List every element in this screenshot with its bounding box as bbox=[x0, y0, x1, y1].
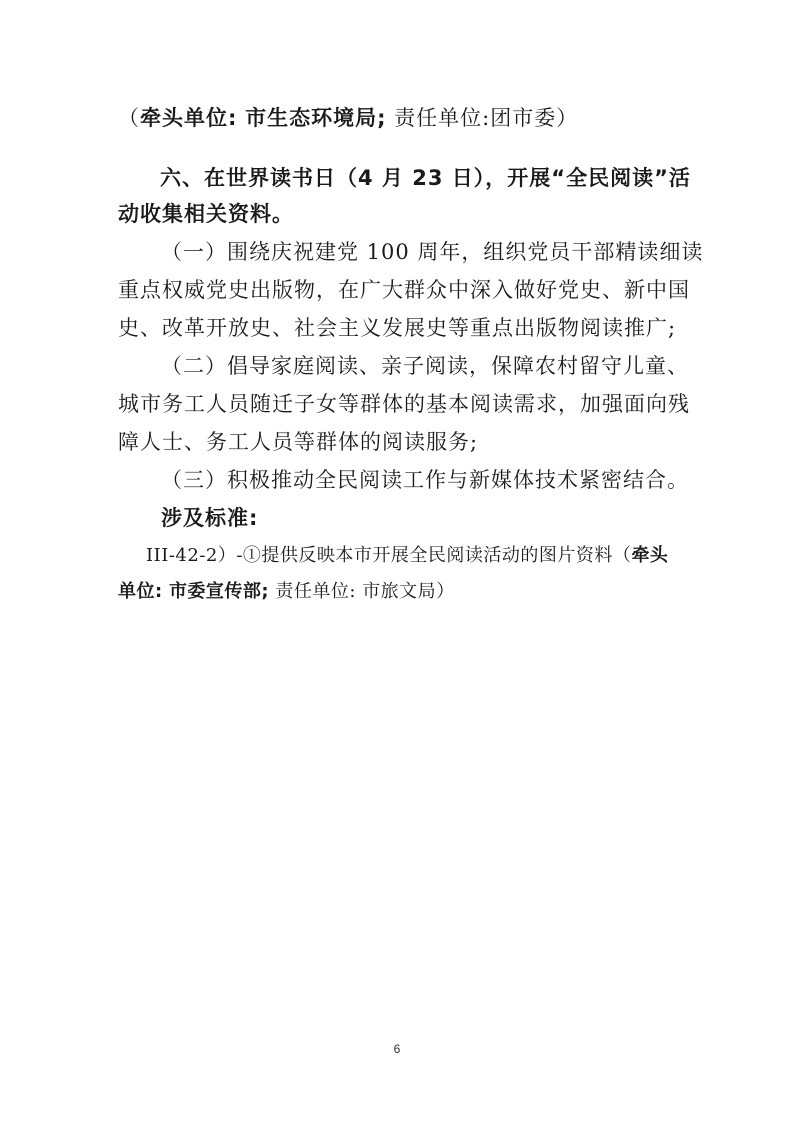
lead-unit-label: 牵头单位: bbox=[140, 106, 238, 130]
section-heading-line-2: 动收集相关资料。 bbox=[118, 202, 294, 226]
standard-1-line-1 bbox=[146, 538, 706, 574]
standard-1-resp-value: 市旅文局 bbox=[362, 581, 437, 602]
standard-1-resp-label: 责任单位: bbox=[275, 581, 356, 602]
section-heading-line-1: 六、在世界读书日（4 月 23 日），开展“全民阅读”活 bbox=[160, 166, 691, 190]
responsible-unit-value: 团市委 bbox=[490, 106, 557, 130]
standard-1-lead-value: 市委宣传部; bbox=[168, 581, 270, 602]
item-1-line-3: 史、改革开放史、社会主义发展史等重点出版物阅读推广; bbox=[118, 316, 677, 340]
item-2-line-2: 城市务工人员随迁子女等群体的基本阅读需求，加强面向残 bbox=[118, 392, 690, 416]
close-paren: ） bbox=[556, 106, 579, 130]
responsible-unit-label: 责任单位: bbox=[394, 106, 491, 130]
page-number: 6 bbox=[393, 1042, 401, 1056]
lead-unit-line bbox=[118, 100, 678, 136]
item-1-line-2: 重点权威党史出版物，在广大群众中深入做好党史、新中国 bbox=[118, 278, 690, 302]
item-2-line-1: （二）倡导家庭阅读、亲子阅读，保障农村留守儿童、 bbox=[161, 354, 689, 378]
standards-heading: 涉及标准: bbox=[161, 506, 259, 530]
lead-unit-value: 市生态环境局; bbox=[245, 106, 387, 130]
open-paren: （ bbox=[118, 106, 140, 130]
item-2-line-3: 障人士、务工人员等群体的阅读服务; bbox=[118, 430, 479, 454]
standard-1-line-2 bbox=[118, 574, 678, 610]
item-3-line-1: （三）积极推动全民阅读工作与新媒体技术紧密结合。 bbox=[161, 468, 689, 492]
item-1-line-1: （一）围绕庆祝建党 100 周年，组织党员干部精读细读 bbox=[161, 240, 704, 264]
standard-1-lead-label-a: 牵头 bbox=[631, 545, 669, 566]
standard-1-close-paren: ） bbox=[436, 581, 455, 602]
standard-1-lead-label-b: 单位: bbox=[118, 581, 163, 602]
standard-1-text: III-42-2）-①提供反映本市开展全民阅读活动的图片资料（ bbox=[146, 545, 632, 566]
